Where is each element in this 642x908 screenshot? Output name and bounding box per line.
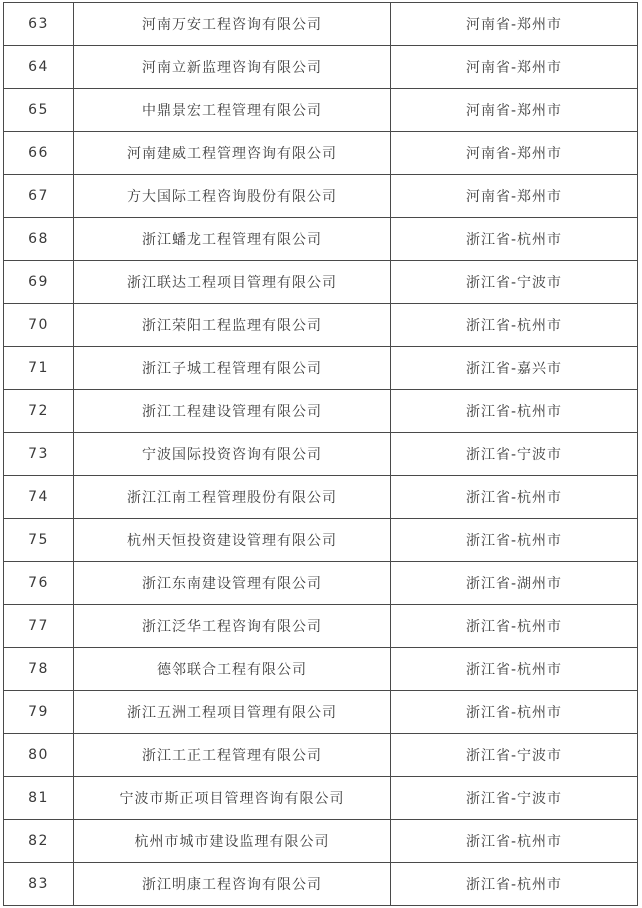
region-cell: 浙江省-杭州市 xyxy=(391,304,638,347)
company-name-cell: 杭州天恒投资建设管理有限公司 xyxy=(74,519,391,562)
row-number-cell: 76 xyxy=(4,562,74,605)
company-name-cell: 浙江工正工程管理有限公司 xyxy=(74,734,391,777)
company-table xyxy=(3,2,638,906)
region-cell: 河南省-郑州市 xyxy=(391,46,638,89)
company-name-cell: 中鼎景宏工程管理有限公司 xyxy=(74,89,391,132)
table-row xyxy=(4,347,638,390)
row-number-cell: 69 xyxy=(4,261,74,304)
table-row xyxy=(4,89,638,132)
table-row xyxy=(4,261,638,304)
table-row xyxy=(4,648,638,691)
row-number-cell: 81 xyxy=(4,777,74,820)
row-number-cell: 64 xyxy=(4,46,74,89)
region-cell: 浙江省-嘉兴市 xyxy=(391,347,638,390)
table-row xyxy=(4,46,638,89)
region-cell: 浙江省-宁波市 xyxy=(391,261,638,304)
company-table-body xyxy=(4,3,638,906)
company-name-cell: 宁波国际投资咨询有限公司 xyxy=(74,433,391,476)
region-cell: 浙江省-杭州市 xyxy=(391,390,638,433)
table-row xyxy=(4,390,638,433)
table-row xyxy=(4,476,638,519)
company-name-cell: 浙江五洲工程项目管理有限公司 xyxy=(74,691,391,734)
region-cell: 浙江省-宁波市 xyxy=(391,777,638,820)
table-row xyxy=(4,218,638,261)
company-name-cell: 河南万安工程咨询有限公司 xyxy=(74,3,391,46)
table-row xyxy=(4,734,638,777)
table-row xyxy=(4,132,638,175)
company-name-cell: 河南建威工程管理咨询有限公司 xyxy=(74,132,391,175)
region-cell: 浙江省-杭州市 xyxy=(391,691,638,734)
row-number-cell: 77 xyxy=(4,605,74,648)
company-name-cell: 河南立新监理咨询有限公司 xyxy=(74,46,391,89)
region-cell: 浙江省-宁波市 xyxy=(391,433,638,476)
row-number-cell: 80 xyxy=(4,734,74,777)
row-number-cell: 78 xyxy=(4,648,74,691)
table-row xyxy=(4,820,638,863)
company-name-cell: 浙江泛华工程咨询有限公司 xyxy=(74,605,391,648)
region-cell: 浙江省-杭州市 xyxy=(391,605,638,648)
row-number-cell: 83 xyxy=(4,863,74,906)
company-name-cell: 浙江蟠龙工程管理有限公司 xyxy=(74,218,391,261)
table-row xyxy=(4,691,638,734)
row-number-cell: 75 xyxy=(4,519,74,562)
company-name-cell: 浙江联达工程项目管理有限公司 xyxy=(74,261,391,304)
company-name-cell: 德邻联合工程有限公司 xyxy=(74,648,391,691)
table-row xyxy=(4,863,638,906)
table-row xyxy=(4,433,638,476)
row-number-cell: 79 xyxy=(4,691,74,734)
company-table-container xyxy=(3,2,637,906)
company-name-cell: 浙江荣阳工程监理有限公司 xyxy=(74,304,391,347)
region-cell: 河南省-郑州市 xyxy=(391,175,638,218)
region-cell: 浙江省-杭州市 xyxy=(391,863,638,906)
row-number-cell: 74 xyxy=(4,476,74,519)
row-number-cell: 68 xyxy=(4,218,74,261)
region-cell: 河南省-郑州市 xyxy=(391,3,638,46)
table-row xyxy=(4,562,638,605)
company-name-cell: 浙江东南建设管理有限公司 xyxy=(74,562,391,605)
company-name-cell: 浙江子城工程管理有限公司 xyxy=(74,347,391,390)
region-cell: 浙江省-杭州市 xyxy=(391,476,638,519)
table-row xyxy=(4,777,638,820)
row-number-cell: 67 xyxy=(4,175,74,218)
region-cell: 河南省-郑州市 xyxy=(391,132,638,175)
company-name-cell: 浙江明康工程咨询有限公司 xyxy=(74,863,391,906)
row-number-cell: 73 xyxy=(4,433,74,476)
company-name-cell: 方大国际工程咨询股份有限公司 xyxy=(74,175,391,218)
table-row xyxy=(4,519,638,562)
company-name-cell: 杭州市城市建设监理有限公司 xyxy=(74,820,391,863)
row-number-cell: 66 xyxy=(4,132,74,175)
company-name-cell: 宁波市斯正项目管理咨询有限公司 xyxy=(74,777,391,820)
region-cell: 浙江省-杭州市 xyxy=(391,519,638,562)
region-cell: 浙江省-杭州市 xyxy=(391,218,638,261)
row-number-cell: 82 xyxy=(4,820,74,863)
table-row xyxy=(4,605,638,648)
company-name-cell: 浙江工程建设管理有限公司 xyxy=(74,390,391,433)
row-number-cell: 72 xyxy=(4,390,74,433)
row-number-cell: 70 xyxy=(4,304,74,347)
region-cell: 浙江省-宁波市 xyxy=(391,734,638,777)
company-name-cell: 浙江江南工程管理股份有限公司 xyxy=(74,476,391,519)
table-row xyxy=(4,175,638,218)
table-row xyxy=(4,3,638,46)
row-number-cell: 63 xyxy=(4,3,74,46)
row-number-cell: 65 xyxy=(4,89,74,132)
region-cell: 浙江省-杭州市 xyxy=(391,820,638,863)
region-cell: 河南省-郑州市 xyxy=(391,89,638,132)
region-cell: 浙江省-湖州市 xyxy=(391,562,638,605)
row-number-cell: 71 xyxy=(4,347,74,390)
table-row xyxy=(4,304,638,347)
region-cell: 浙江省-杭州市 xyxy=(391,648,638,691)
